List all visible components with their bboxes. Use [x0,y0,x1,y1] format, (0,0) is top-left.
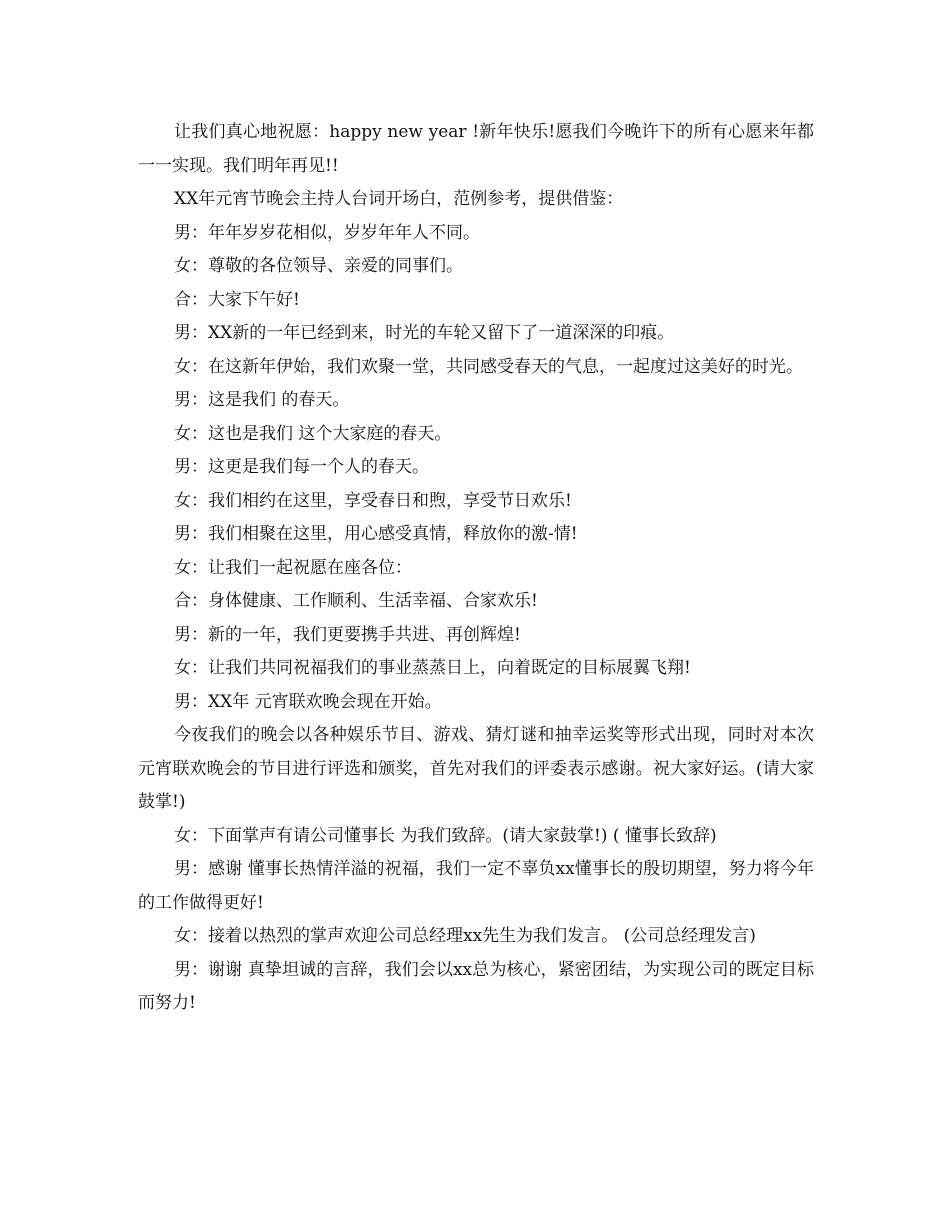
paragraph: 男：这更是我们每一个人的春天。 [174,457,429,477]
paragraph: XX年元宵节晚会主持人台词开场白，范例参考，提供借鉴： [174,189,624,209]
paragraph: 男：年年岁岁花相似，岁岁年年人不同。 [174,222,480,243]
paragraph: 男：感谢 懂事长热情洋溢的祝福，我们一定不辜负xx懂事长的殷切期望，努力将今年的工作做得更好! [138,859,814,913]
paragraph: 男：这是我们 的春天。 [174,390,350,410]
paragraph: 女：我们相约在这里，享受春日和煦，享受节日欢乐! [174,490,572,511]
paragraph: 女：这也是我们 这个大家庭的春天。 [174,423,452,444]
paragraph: 女：下面掌声有请公司懂事长 为我们致辞。(请大家鼓掌!) ( 懂事长致辞) [174,825,717,846]
paragraph: 女：接着以热烈的掌声欢迎公司总经理xx先生为我们发言。 (公司总经理发言) [174,926,756,946]
paragraph: 男：XX年 元宵联欢晚会现在开始。 [174,691,442,712]
paragraph: 男：我们相聚在这里，用心感受真情，释放你的激-情! [174,524,578,544]
paragraph: 女：尊敬的各位领导、亲爱的同事们。 [174,256,463,276]
paragraph: 合：大家下午好! [174,289,300,310]
paragraph: 女：在这新年伊始，我们欢聚一堂，共同感受春天的气息，一起度过这美好的时光。 [174,356,803,377]
paragraph: 女：让我们一起祝愿在座各位： [174,557,412,578]
paragraph: 男：谢谢 真挚坦诚的言辞，我们会以xx总为核心，紧密团结，为实现公司的既定目标而努力! [138,959,814,1013]
paragraph: 男：新的一年，我们更要携手共进、再创辉煌! [174,624,521,645]
paragraph: 让我们真心地祝愿：happy new year !新年快乐!愿我们今晚许下的所有心愿来年都一一实现。我们明年再见!! [138,122,814,176]
paragraph: 男：XX新的一年已经到来，时光的车轮又留下了一道深深的印痕。 [174,323,675,343]
paragraph: 女：让我们共同祝福我们的事业蒸蒸日上，向着既定的目标展翼飞翔! [174,658,691,678]
paragraph: 合：身体健康、工作顺利、生活幸福、合家欢乐! [174,591,538,611]
paragraph: 今夜我们的晚会以各种娱乐节目、游戏、猜灯谜和抽幸运奖等形式出现，同时对本次元宵联欢晚会的节目进行评选和颁奖，首先对我们的评委表示感谢。祝大家好运。(请大家鼓掌!) [138,725,814,812]
document-body [138,116,814,1021]
